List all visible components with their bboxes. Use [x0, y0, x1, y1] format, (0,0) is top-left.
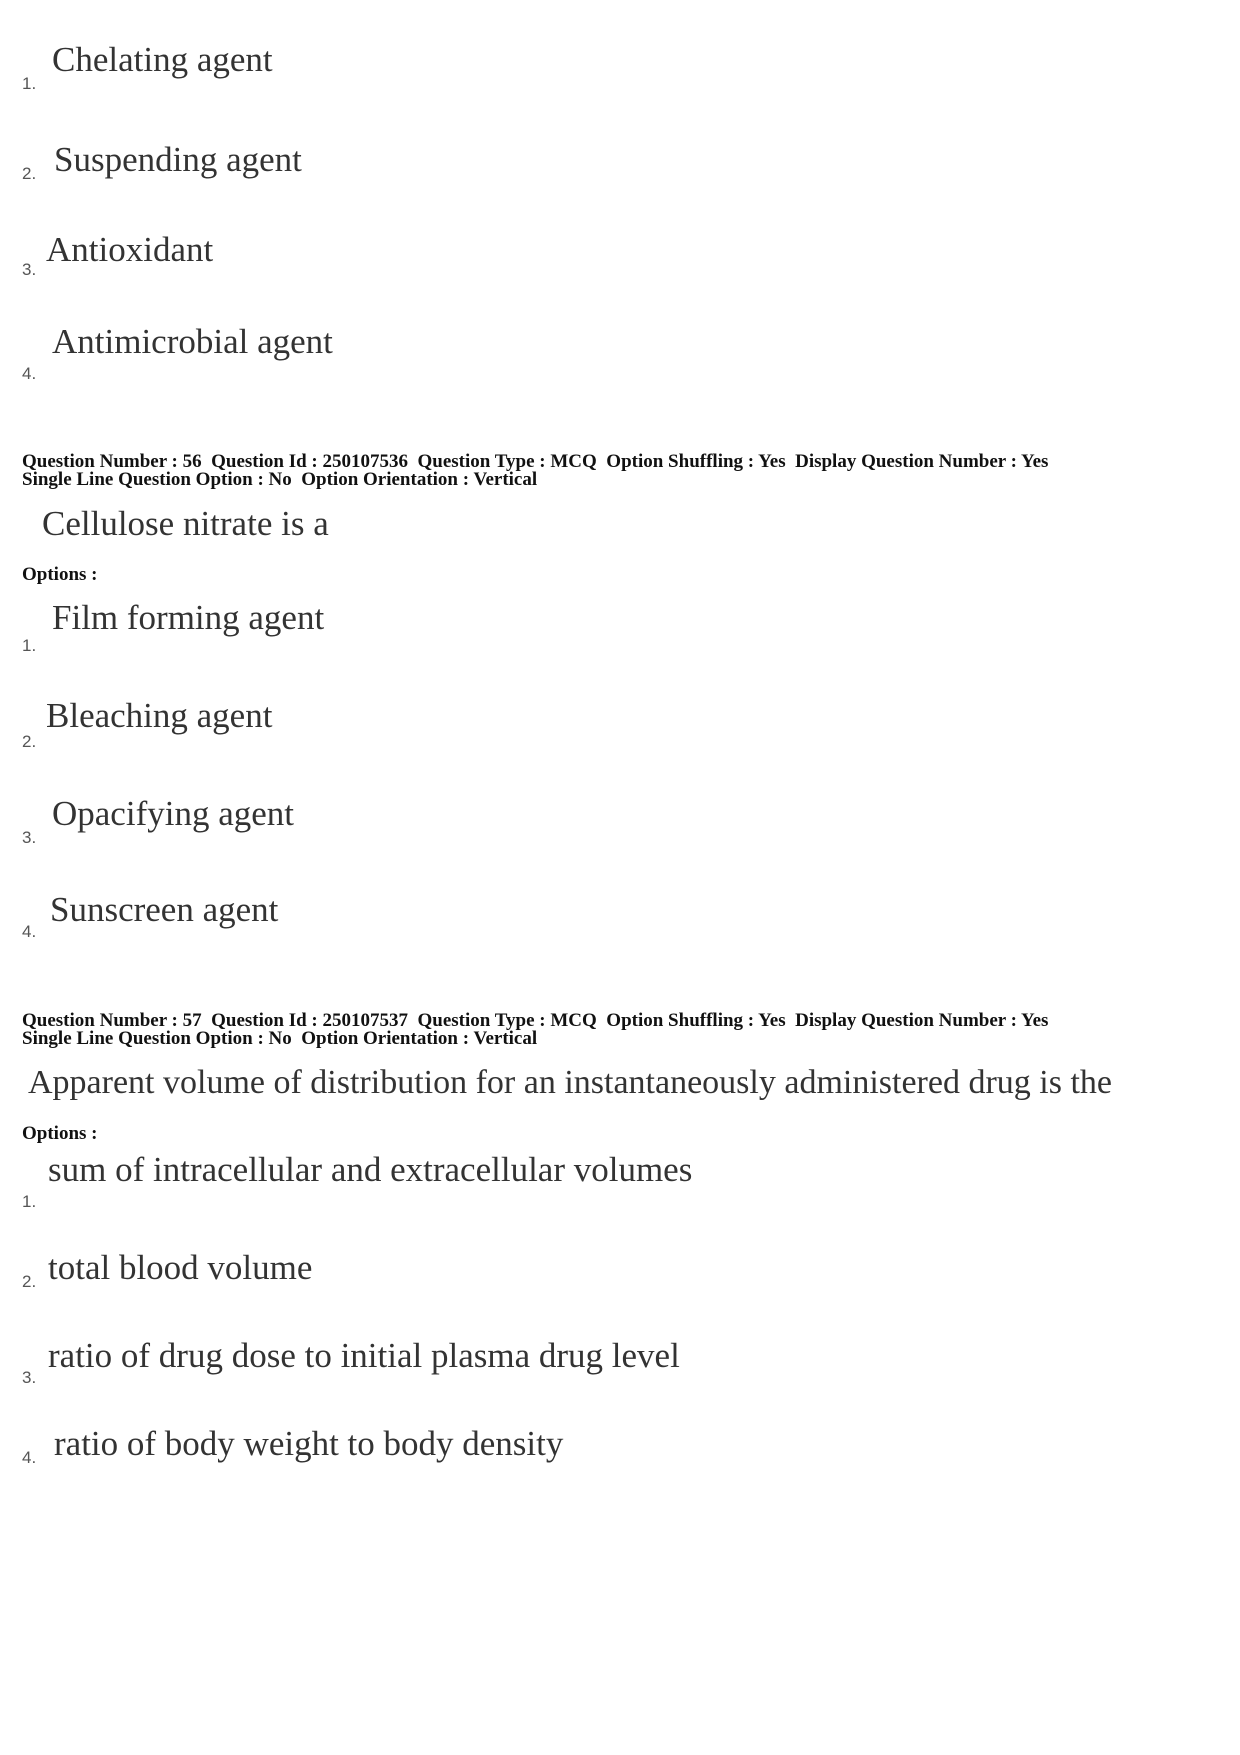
question-meta-line2: Single Line Question Option : No Option Orientation : Vertical	[22, 1028, 538, 1049]
question-meta-line2: Single Line Question Option : No Option Orientation : Vertical	[22, 469, 538, 490]
option-text: Suspending agent	[54, 140, 302, 179]
option-number: 1.	[22, 636, 37, 655]
option-number: 3.	[22, 1368, 37, 1387]
option-number: 1.	[22, 74, 37, 93]
option-text: Antioxidant	[46, 230, 214, 269]
question-meta-line1: Question Number : 56 Question Id : 250107536 Question Type : MCQ Option Shuffling : Yes Display Question Number : Yes	[22, 451, 1049, 472]
option-number: 3.	[22, 828, 37, 847]
option-text: ratio of body weight to body density	[54, 1424, 564, 1463]
option-number: 4.	[22, 922, 37, 941]
option-number: 2.	[22, 1272, 37, 1291]
option-number: 2.	[22, 164, 37, 183]
option-text: total blood volume	[48, 1248, 313, 1287]
option-number: 2.	[22, 732, 37, 751]
option-text: Chelating agent	[52, 40, 273, 79]
option-text: Opacifying agent	[52, 794, 294, 833]
question-meta-line1: Question Number : 57 Question Id : 250107537 Question Type : MCQ Option Shuffling : Yes Display Question Number : Yes	[22, 1010, 1049, 1031]
option-number: 4.	[22, 364, 37, 383]
option-text: Antimicrobial agent	[52, 322, 333, 361]
option-text: ratio of drug dose to initial plasma drug level	[48, 1336, 680, 1375]
option-text: sum of intracellular and extracellular volumes	[48, 1150, 693, 1189]
option-number: 3.	[22, 260, 37, 279]
option-text: Film forming agent	[52, 598, 325, 637]
option-number: 4.	[22, 1448, 37, 1467]
options-label: Options :	[22, 564, 98, 585]
options-label: Options :	[22, 1123, 98, 1144]
option-number: 1.	[22, 1192, 37, 1211]
question-text: Cellulose nitrate is a	[42, 504, 329, 543]
question-text: Apparent volume of distribution for an instantaneously administered drug is the	[28, 1064, 1112, 1101]
option-text: Sunscreen agent	[50, 890, 279, 929]
option-text: Bleaching agent	[46, 696, 273, 735]
